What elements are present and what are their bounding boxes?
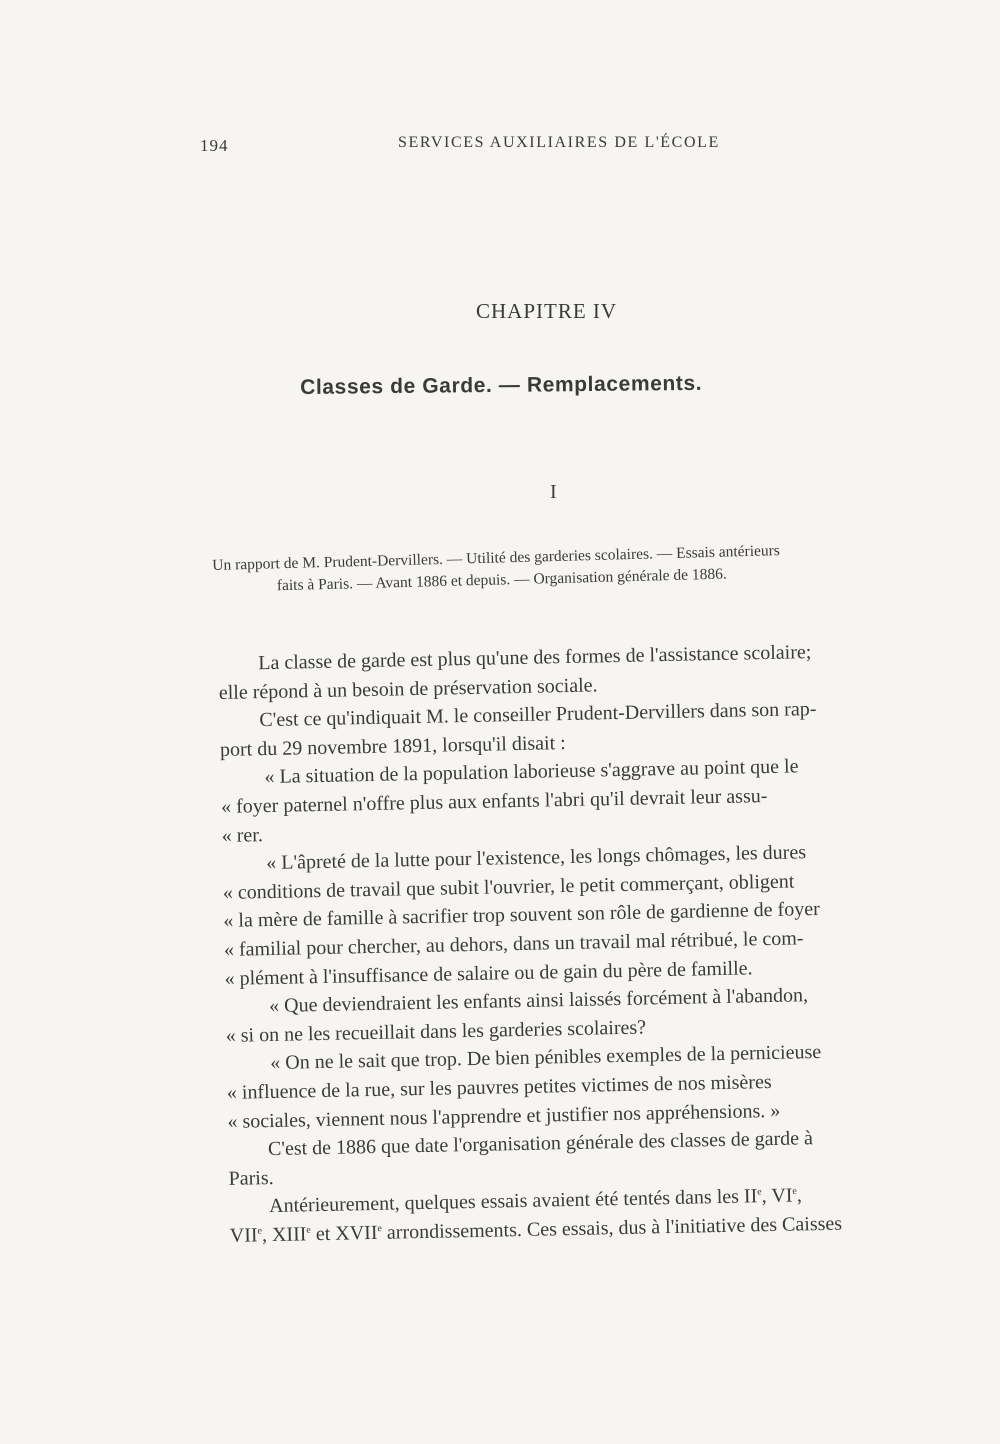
page-number: 194: [200, 136, 229, 155]
superscript: e: [377, 1223, 382, 1235]
quote-line: « foyer paternel n'offre plus aux enfants l'abri qu'il devrait leur assu-: [220, 784, 768, 818]
paragraph-line: port du 29 novembre 1891, lorsqu'il disait :: [219, 731, 566, 761]
quote-line: « conditions de travail que subit l'ouvrier, le petit commerçant, obligent: [222, 870, 795, 904]
paragraph-line: La classe de garde est plus qu'une des formes de l'assistance scolaire;: [258, 641, 812, 675]
quote-line: « La situation de la population laborieuse s'aggrave au point que le: [264, 755, 799, 789]
text-fragment: , XIII: [261, 1223, 307, 1247]
summary-line: faits à Paris. — Avant 1886 et depuis. — Organisation générale de 1886.: [276, 565, 728, 595]
text-fragment: VII: [229, 1224, 258, 1247]
quote-line: « L'âpreté de la lutte pour l'existence, les longs chômages, les dures: [266, 841, 807, 875]
quote-line: « sociales, viennent nous l'apprendre et justifier nos appréhensions. »: [227, 1099, 781, 1133]
text-fragment: et XVII: [310, 1221, 378, 1246]
paragraph-line: C'est de 1886 que date l'organisation générale des classes de garde à: [267, 1127, 814, 1161]
quote-line: « familial pour chercher, au dehors, dans un travail mal rétribué, le com-: [223, 927, 804, 961]
text-fragment: ,: [796, 1184, 803, 1207]
section-numeral: I: [550, 481, 557, 503]
paragraph-line: Paris.: [228, 1166, 274, 1190]
superscript: e: [306, 1224, 311, 1236]
superscript: e: [757, 1186, 762, 1198]
paragraph-line: elle répond à un besoin de préservation sociale.: [218, 673, 598, 704]
running-head: SERVICES AUXILIAIRES DE L'ÉCOLE: [398, 134, 720, 151]
text-fragment: arrondissements. Ces essais, dus à l'initiative des Caisses: [381, 1212, 843, 1244]
paragraph-line: C'est ce qu'indiquait M. le conseiller Prudent-Dervillers dans son rap-: [259, 698, 817, 732]
chapter-title: CHAPITRE IV: [476, 299, 618, 323]
quote-line: « influence de la rue, sur les pauvres petites victimes de nos misères: [226, 1070, 772, 1104]
text-fragment: , VI: [761, 1184, 793, 1208]
section-summary: [212, 537, 913, 599]
quote-line: « la mère de famille à sacrifier trop souvent son rôle de gardienne de foyer: [223, 898, 820, 933]
text-fragment: Antérieurement, quelques essais avaient été tentés dans les II: [268, 1185, 758, 1218]
superscript: e: [257, 1225, 262, 1237]
quote-line: « rer.: [221, 823, 264, 847]
quote-line: « plément à l'insuffisance de salaire ou de gain du père de famille.: [224, 956, 753, 990]
body-text: [218, 636, 950, 1251]
quote-line: « si on ne les recueillait dans les garderies scolaires?: [225, 1016, 647, 1047]
chapter-subtitle: Classes de Garde. — Remplacements.: [300, 371, 703, 399]
summary-line: Un rapport de M. Prudent-Dervillers. — Utilité des garderies scolaires. — Essais antérieurs: [212, 542, 781, 574]
quote-line: « On ne le sait que trop. De bien pénibles exemples de la pernicieuse: [270, 1041, 822, 1075]
superscript: e: [792, 1186, 797, 1198]
quote-line: « Que deviendraient les enfants ainsi laissés forcément à l'abandon,: [268, 984, 809, 1018]
